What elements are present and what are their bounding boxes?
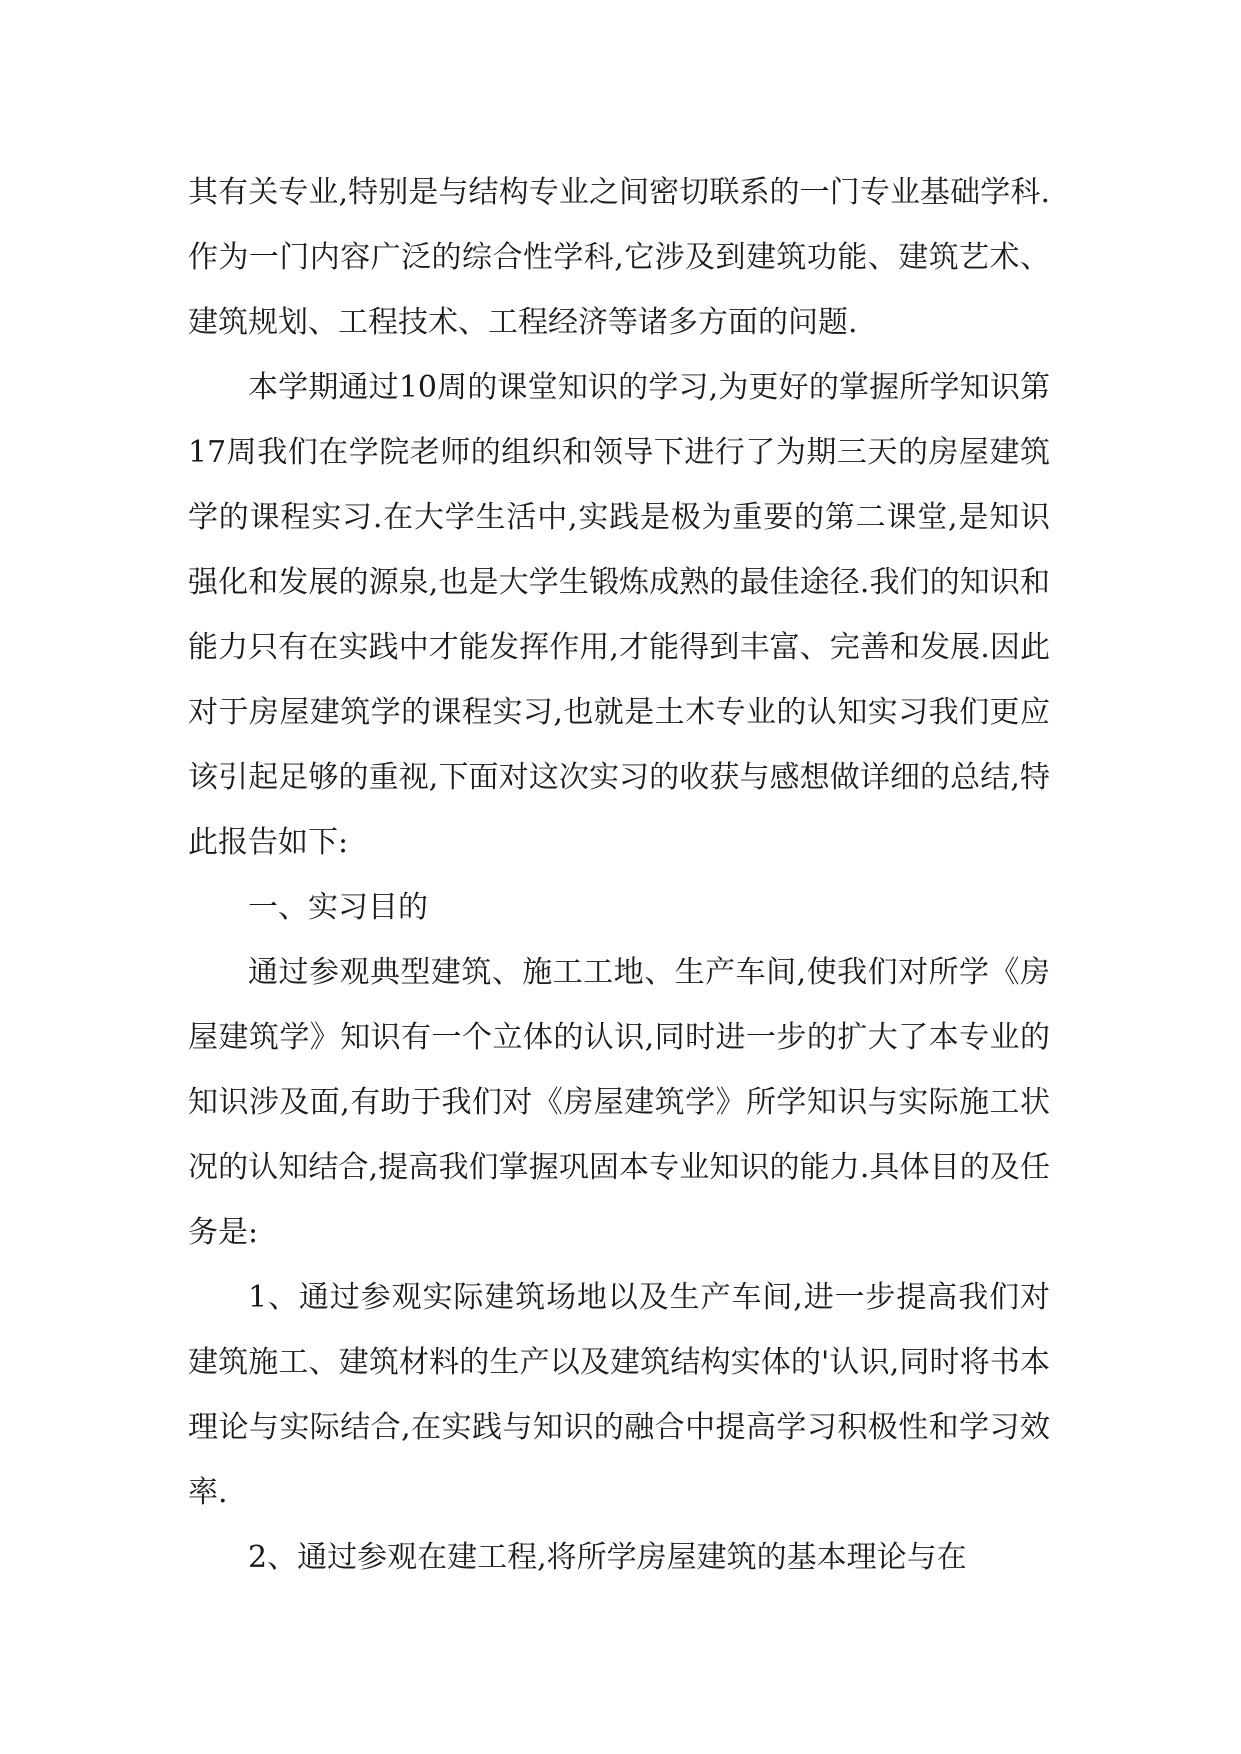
list-item-1: 1、通过参观实际建筑场地以及生产车间,进一步提高我们对建筑施工、建筑材料的生产以及建筑结构实体的'认识,同时将书本理论与实际结合,在实践与知识的融合中提高学习积极性和学习效率. xyxy=(188,1280,1050,1510)
section-heading-internship-purpose: 一、实习目的 xyxy=(248,890,428,925)
paragraph-course-internship: 本学期通过10周的课堂知识的学习,为更好的掌握所学知识第17周我们在学院老师的组织和领导下进行了为期三天的房屋建筑学的课程实习.在大学生活中,实践是极为重要的第二课堂,是知识强化和发展的源泉,也是大学生锻炼成熟的最佳途径.我们的知识和能力只有在实践中才能发挥作用,才能得到丰富、完善和发展.因此对于房屋建筑学的课程实习,也就是土木专业的认知实习我们更应该引起足够的重视,下面对这次实习的收获与感想做详细的总结,特此报告如下: xyxy=(188,370,1050,860)
paragraph-continuation: 其有关专业,特别是与结构专业之间密切联系的一门专业基础学科.作为一门内容广泛的综合性学科,它涉及到建筑功能、建筑艺术、建筑规划、工程技术、工程经济等诸多方面的问题. xyxy=(188,175,1050,340)
list-item-2: 2、通过参观在建工程,将所学房屋建筑的基本理论与在 xyxy=(248,1540,967,1575)
document-body xyxy=(188,160,1050,1590)
paragraph-purpose-overview: 通过参观典型建筑、施工工地、生产车间,使我们对所学《房屋建筑学》知识有一个立体的认识,同时进一步的扩大了本专业的知识涉及面,有助于我们对《房屋建筑学》所学知识与实际施工状况的认知结合,提高我们掌握巩固本专业知识的能力.具体目的及任务是: xyxy=(188,955,1050,1250)
